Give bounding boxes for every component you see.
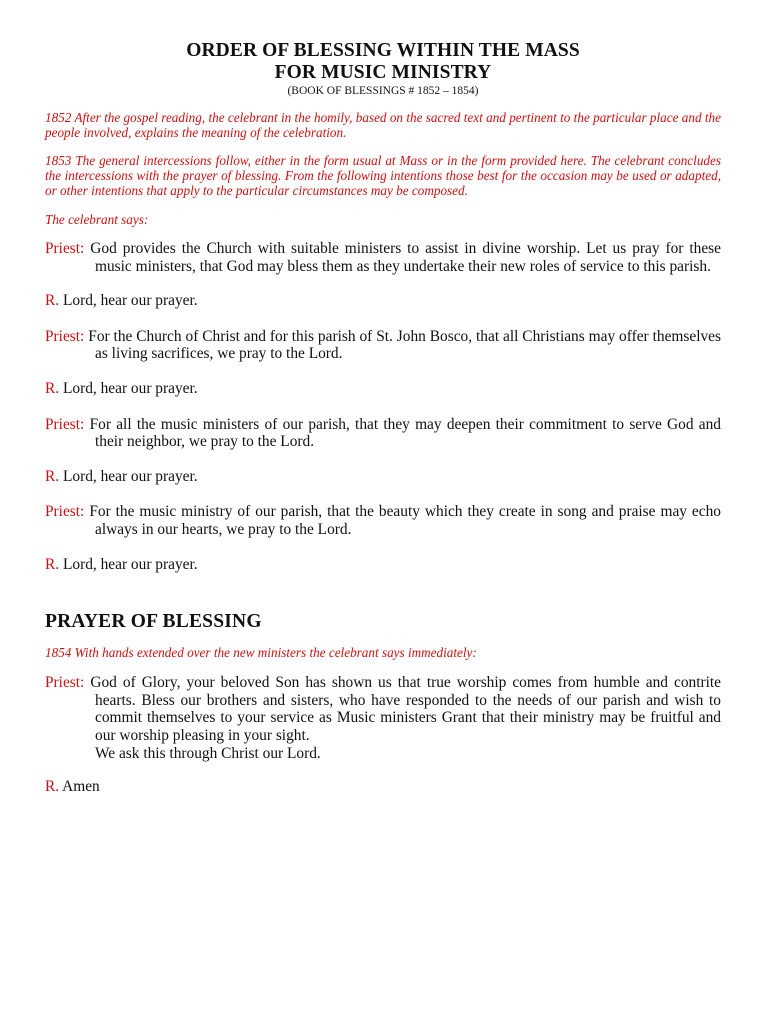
- response-2: [45, 380, 721, 398]
- response-text: Amen: [62, 778, 100, 796]
- intercession-4: [45, 503, 721, 538]
- rubric-celebrant-says: The celebrant says:: [45, 212, 149, 227]
- speaker-label: Priest:: [45, 674, 85, 692]
- document-title-line2: FOR MUSIC MINISTRY: [274, 62, 492, 83]
- intercession-text: For the Church of Christ and for this parish of St. John Bosco, that all Christians may offer themselves as living sacrifices, we pray to the Lord.: [88, 327, 721, 363]
- speaker-label: Priest:: [45, 503, 85, 521]
- response-label: R.: [45, 379, 60, 397]
- response-label: R.: [45, 778, 60, 796]
- response-4: [45, 556, 721, 574]
- intercession-text: God provides the Church with suitable ministers to assist in divine worship. Let us pray for these music ministers, that God may bless them as they undertake their new roles of service to this parish.: [90, 240, 721, 275]
- response-text: Lord, hear our prayer.: [62, 555, 198, 573]
- response-text: Lord, hear our prayer.: [62, 292, 198, 310]
- rubric-1853: 1853 The general intercessions follow, either in the form usual at Mass or in the form provided here. The celebrant concludes the intercessions with the prayer of blessing. From the following intentions those best for the occasion may be used or adapted, or other intentions that apply to the particular circumstances may be composed.: [45, 153, 721, 198]
- response-label: R.: [45, 555, 60, 573]
- section-heading-prayer-of-blessing: PRAYER OF BLESSING: [45, 611, 262, 633]
- intercession-3: [45, 416, 721, 451]
- blessing-prayer: [45, 674, 721, 762]
- response-3: [45, 468, 721, 486]
- intercession-text: For all the music ministers of our parish, that they may deepen their commitment to serve God and their neighbor, we pray to the Lord.: [89, 415, 721, 451]
- rubric-1854: 1854 With hands extended over the new ministers the celebrant says immediately:: [45, 645, 477, 661]
- document-subtitle: (BOOK OF BLESSINGS # 1852 – 1854): [287, 85, 479, 97]
- response-text: Lord, hear our prayer.: [62, 379, 198, 397]
- response-label: R.: [45, 467, 60, 485]
- speaker-label: Priest:: [45, 240, 85, 257]
- intercession-1: [45, 240, 721, 275]
- response-1: [45, 292, 721, 310]
- intercession-text: For the music ministry of our parish, that the beauty which they create in song and praise may echo always in our hearts, we pray to the Lord.: [89, 503, 721, 538]
- blessing-closing: We ask this through Christ our Lord.: [95, 744, 321, 762]
- speaker-label: Priest:: [45, 415, 85, 433]
- blessing-text: God of Glory, your beloved Son has shown us that true worship comes from humble and contrite hearts. Bless our brothers and sisters, who have responded to the needs of our parish and wish to commit themselves to your service as Music ministers Grant that their ministry may be fruitful and our worship pleasing in your sight.: [90, 674, 721, 744]
- intercession-2: [45, 328, 721, 363]
- speaker-label: Priest:: [45, 327, 85, 345]
- response-amen: [45, 778, 721, 796]
- document-page: [45, 40, 721, 796]
- response-label: R.: [45, 292, 60, 310]
- rubric-1852: 1852 After the gospel reading, the celebrant in the homily, based on the sacred text and pertinent to the particular place and the people involved, explains the meaning of the celebration.: [45, 110, 721, 140]
- response-text: Lord, hear our prayer.: [62, 467, 198, 485]
- document-title-line1: ORDER OF BLESSING WITHIN THE MASS: [186, 40, 580, 61]
